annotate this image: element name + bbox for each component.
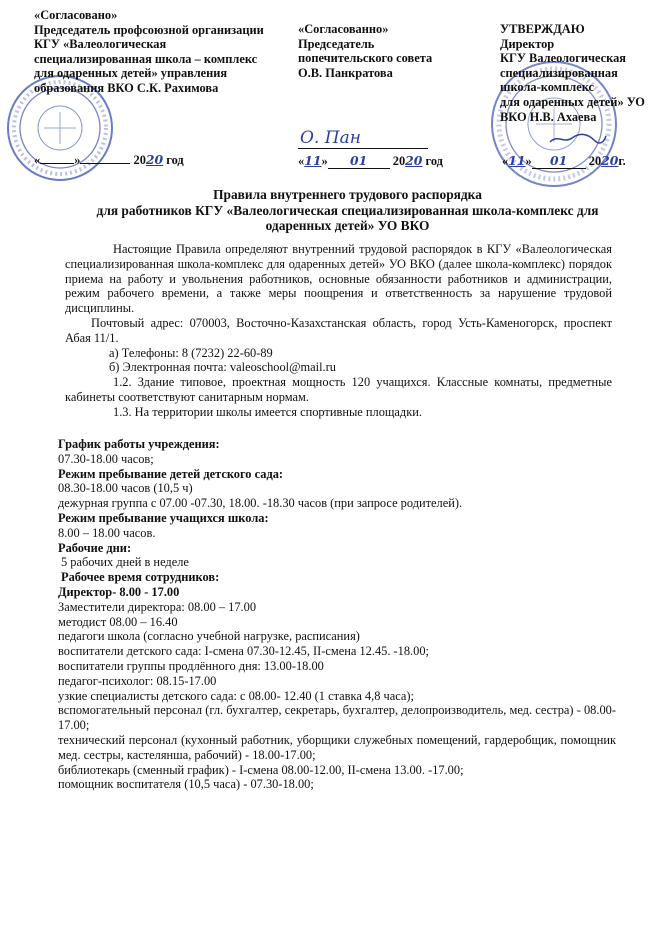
date-year-handwritten: 20 [145, 152, 164, 167]
date-year-handwritten: 20 [601, 153, 619, 168]
approval-block-middle [298, 22, 488, 80]
schedule-item: технический персонал (кухонный работник, уборщики служебных помещений, гардеробщик, помощник мед. сестры, кастеляншa, рабочий) - 18.00-17.00; [58, 732, 616, 762]
left-position: Председатель профсоюзной организации [34, 22, 264, 37]
date-month-handwritten: 01 [328, 153, 390, 169]
schedule-item: узкие специалисты детского сада: с 08.00- 12.40 (1 ставка 4,8 часа); [58, 688, 414, 703]
schedule-heading-staff: Рабочее время сотрудников: [61, 570, 220, 585]
phones-line: а) Телефоны: 8 (7232) 22-60-89 [109, 345, 273, 360]
schedule-item: воспитатели детского сада: I-смена 07.30-12.45, II-смена 12.45. -18.00; [58, 644, 429, 659]
left-date [34, 152, 184, 168]
schedule-item: вспомогательный персонал (гл. бухгалтер, секретарь, бухгалтер, делопроизводитель, мед. сестра) - 08.00-17.00; [58, 703, 616, 733]
schedule-value: дежурная группа с 07.00 -07.30, 18.00. -18.30 часов (при запросе родителей). [58, 496, 463, 511]
right-signer-name: ВКО Н.В. Ахаева [500, 109, 597, 124]
schedule-item: методист 08.00 – 16.40 [58, 614, 178, 629]
right-date: «11» 01 2020г. [502, 153, 626, 168]
right-org-line: специализированная [500, 65, 618, 80]
date-year-prefix: 20 [392, 154, 406, 168]
right-org-line: школа-комплекс [500, 80, 595, 95]
date-day-handwritten: 11 [304, 153, 322, 168]
schedule-director: Директор- 8.00 - 17.00 [58, 584, 180, 599]
title-line: Правила внутреннего трудового распорядка [213, 187, 482, 202]
schedule-item: помощник воспитателя (10,5 часа) - 07.30-18.00; [58, 777, 314, 792]
address-paragraph: Почтовый адрес: 070003, Восточно-Казахстанская область, город Усть-Каменогорск, проспект Абая 11/1. [65, 315, 612, 345]
middle-heading: «Согласованно» [298, 22, 389, 36]
middle-position: попечительского совета [298, 51, 433, 66]
date-year-prefix: 20 [133, 153, 146, 167]
date-day-handwritten: 11 [508, 153, 526, 168]
schedule-value: 08.30-18.00 часов (10,5 ч) [58, 481, 193, 496]
date-suffix: г. [618, 154, 626, 168]
email-line: б) Электронная почта: valeoschool@mail.ru [109, 360, 336, 375]
middle-position: Председатель [298, 36, 375, 51]
title-line: одаренных детей» УО ВКО [265, 218, 430, 233]
date-year-handwritten: 20 [405, 153, 423, 168]
left-signer-name: образования ВКО С.К. Рахимова [34, 80, 219, 95]
left-org-line: для одаренных детей» управления [34, 66, 228, 81]
schedule-value: 5 рабочих дней в неделе [61, 555, 189, 570]
title-line: для работников КГУ «Валеологическая специализированная школа-комплекс для [96, 202, 599, 218]
schedule-item: Заместители директора: 08.00 – 17.00 [58, 599, 257, 614]
document-body [65, 242, 612, 420]
schedule-item: педагог-психолог: 08.15-17.00 [58, 673, 217, 688]
middle-signer-name: О.В. Панкратова [298, 65, 393, 80]
left-org-line: специализированная школа – комплекс [34, 51, 258, 66]
middle-signature: О. Пан [300, 128, 361, 148]
date-suffix: год [166, 153, 184, 167]
schedule-heading-students: Режим пребывание учащихся школа: [58, 510, 269, 525]
paragraph-1-2: 1.2. Здание типовое, проектная мощность 120 учащихся. Классные комнаты, предметные кабинеты соответствуют санитарным нормам. [65, 375, 612, 404]
right-signature-scribble [548, 132, 608, 151]
schedule-heading-institution: График работы учреждения: [58, 437, 220, 451]
document-title [60, 187, 635, 234]
paragraph-1-3: 1.3. На территории школы имеется спортивные площадки. [113, 404, 422, 419]
middle-date: «11» 01 2020 год [298, 153, 443, 168]
schedule-heading-kindergarten: Режим пребывание детей детского сада: [58, 466, 284, 481]
date-quote: « [34, 153, 41, 167]
date-suffix: год [425, 154, 443, 168]
approval-block-right [500, 22, 670, 124]
date-year-prefix: 20 [588, 154, 602, 168]
schedule-value: 07.30-18.00 часов; [58, 451, 154, 466]
schedule-section [58, 437, 616, 792]
schedule-item: педагоги школа (согласно учебной нагрузке, расписания) [58, 629, 360, 644]
left-heading: «Согласовано» [34, 8, 118, 22]
date-month-handwritten: 01 [532, 153, 586, 169]
right-org-line: КГУ Валеологическая [500, 51, 627, 66]
left-org-line: КГУ «Валеологическая [34, 37, 167, 52]
schedule-heading-workdays: Рабочие дни: [58, 540, 132, 555]
intro-paragraph: Настоящие Правила определяют внутренний трудовой распорядок в КГУ «Валеологическая специализированная школа-комплекс для одаренных детей» УО ВКО (далее школа-комплекс) порядок приема на работу и увольнения работников, основные обязанности работников и администрации, режим рабочего времени, а также меры поощрения и ответственность за нарушение трудовой дисциплины. [65, 242, 612, 316]
right-position: Директор [500, 36, 555, 51]
date-quote: » [74, 153, 81, 167]
schedule-value: 8.00 – 18.00 часов. [58, 525, 156, 540]
approval-block-left [34, 8, 294, 96]
signature-line [298, 148, 428, 149]
schedule-item: воспитатели группы продлённого дня: 13.00-18.00 [58, 658, 324, 673]
right-heading: УТВЕРЖДАЮ [500, 22, 585, 36]
schedule-item: библиотекарь (сменный график) - I-смена 08.00-12.00, II-смена 13.00. -17.00; [58, 762, 464, 777]
right-org-line: для одаренных детей» УО [500, 94, 645, 109]
